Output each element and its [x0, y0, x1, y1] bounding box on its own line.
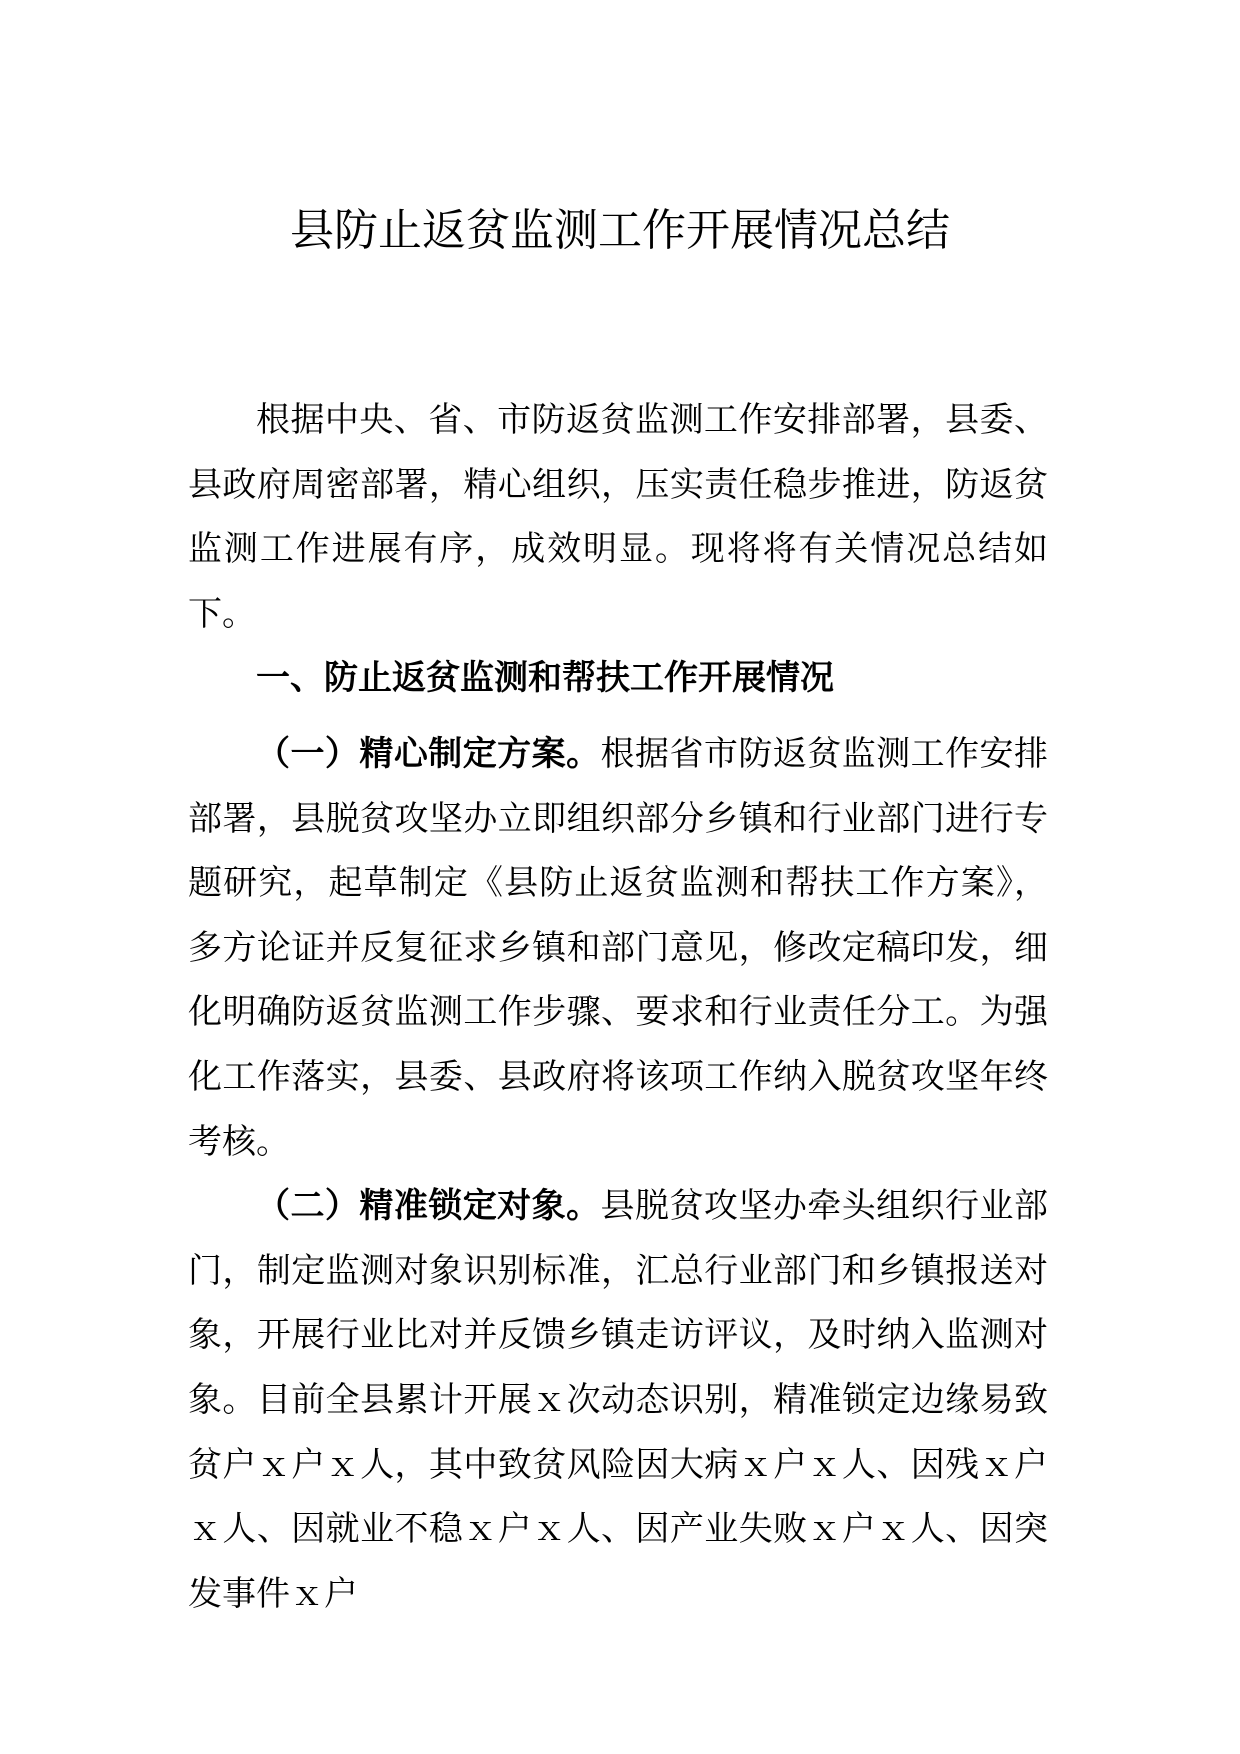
paragraph-1-lead: （一）精心制定方案。: [256, 733, 601, 774]
section-heading-1: 一、防止返贫监测和帮扶工作开展情况: [256, 658, 834, 699]
paragraph-1: [188, 722, 1048, 1174]
paragraph-2-lead: （二）精准锁定对象。: [256, 1186, 601, 1227]
paragraph-1-text: 根据省市防返贫监测工作安排部署，县脱贫攻坚办立即组织部分乡镇和行业部门进行专题研究，起草制定《县防止返贫监测和帮扶工作方案》，多方论证并反复征求乡镇和部门意见，修改定稿印发，细化明确防返贫监测工作步骤、要求和行业责任分工。为强化工作落实，县委、县政府将该项工作纳入脱贫攻坚年终考核。: [188, 733, 1049, 1162]
paragraph-2: [188, 1174, 1048, 1626]
document-body: [188, 388, 1048, 1626]
intro-paragraph: 根据中央、省、市防返贫监测工作安排部署，县委、县政府周密部署，精心组织，压实责任稳步推进，防返贫监测工作进展有序，成效明显。现将将有关情况总结如下。: [188, 400, 1048, 634]
paragraph-2-text: 县脱贫攻坚办牵头组织行业部门，制定监测对象识别标准，汇总行业部门和乡镇报送对象，开展行业比对并反馈乡镇走访评议，及时纳入监测对象。目前全县累计开展ｘ次动态识别，精准锁定边缘易致贫户ｘ户ｘ人，其中致贫风险因大病ｘ户ｘ人、因残ｘ户ｘ人、因就业不稳ｘ户ｘ人、因产业失败ｘ户ｘ人、因突发事件ｘ户: [188, 1186, 1049, 1614]
document-title: 县防止返贫监测工作开展情况总结: [290, 205, 950, 256]
